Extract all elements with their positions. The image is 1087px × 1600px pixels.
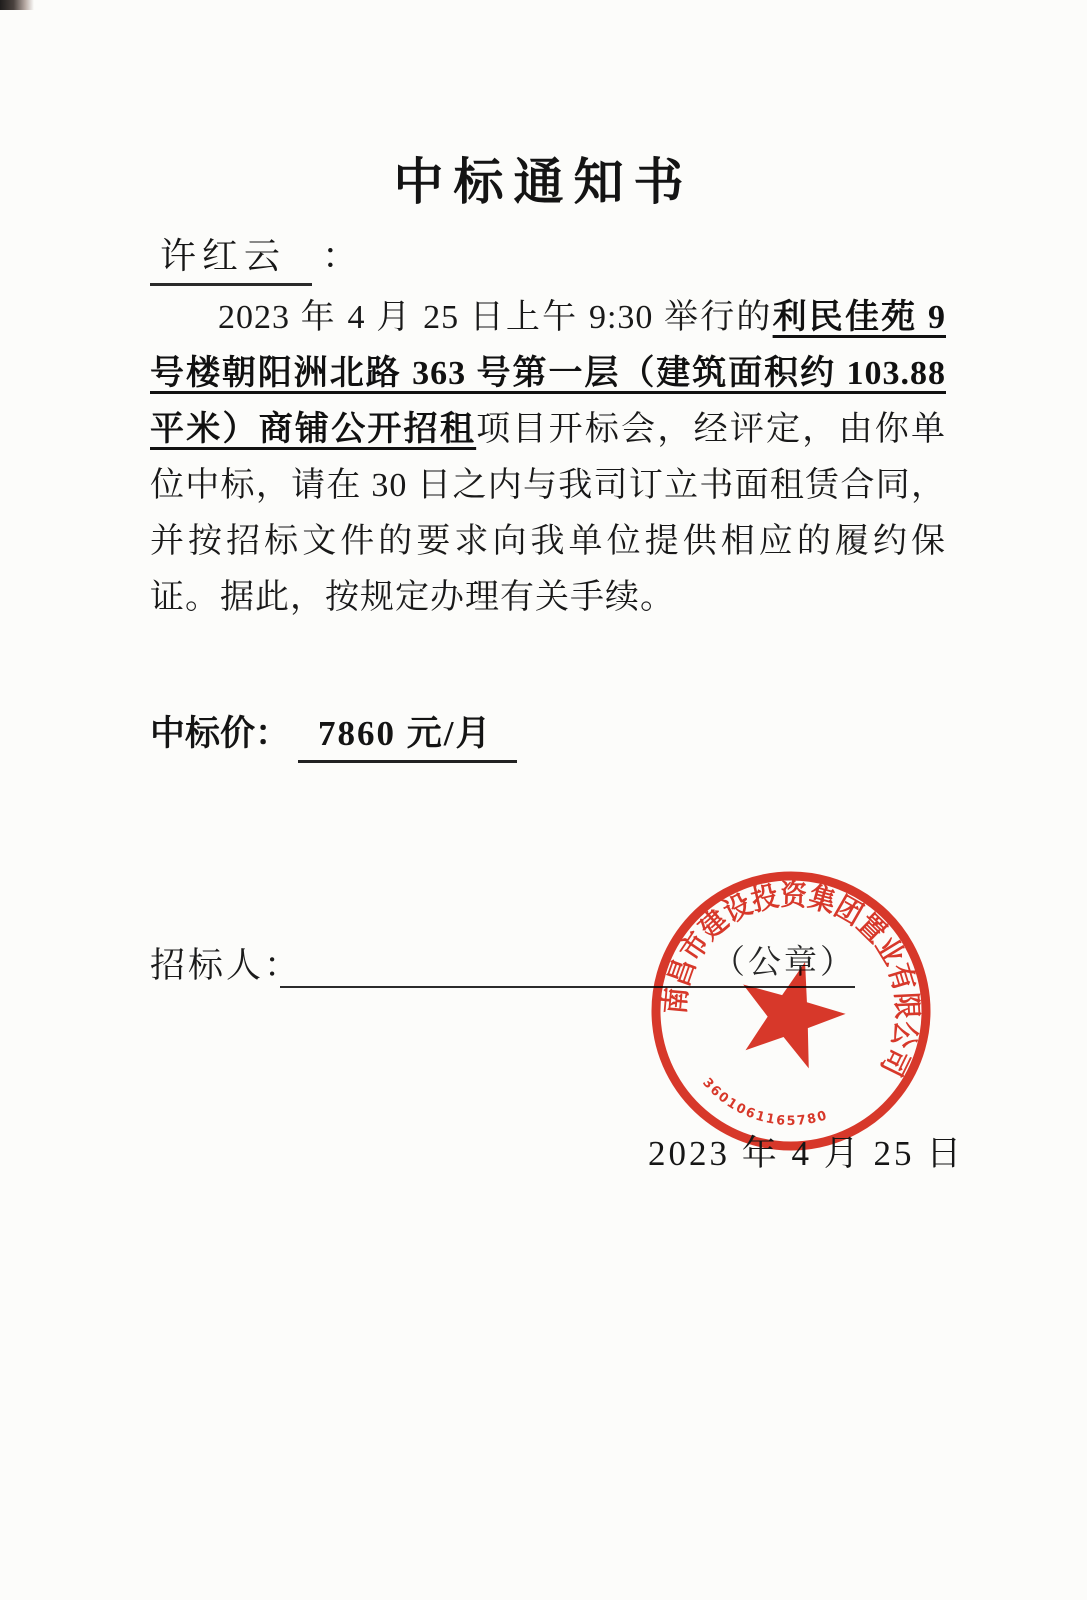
company-seal (641, 861, 941, 1161)
body-segment-intro: 2023 年 4 月 25 日上午 9:30 举行的 (218, 299, 773, 336)
seal-placeholder-text: （公章） (712, 945, 856, 981)
bidder-label: 招标人： (150, 946, 303, 985)
body-paragraph (150, 290, 946, 626)
document-date: 2023 年 4 月 25 日 (648, 1134, 965, 1173)
addressee-name: 许红云 (150, 228, 312, 286)
seal-serial-number: 3601061165780 (699, 1075, 831, 1130)
bid-price-line (150, 706, 517, 763)
bid-price-label: 中标价： (150, 714, 291, 753)
star-icon (726, 947, 856, 1074)
document-title: 中标通知书 (393, 154, 694, 210)
addressee-colon: ： (322, 236, 359, 276)
seal-company-name: 南昌市建设投资集团置业有限公司 (659, 879, 923, 1083)
bid-price-value: 7860 元/月 (298, 706, 516, 763)
addressee-line (150, 228, 358, 286)
body-segment-rest: 项目开标会，经评定，由你单位中标，请在 30 日之内与我司订立书面租赁合同，并按招标文件的要求向我单位提供相应的履约保证。据此，按规定办理有关手续。 (150, 411, 947, 616)
body-segment-property: 利民佳苑 9 号楼朝阳洲北路 363 号第一层（建筑面积约 103.88 平米）商铺公开招租 (150, 299, 946, 448)
scan-corner-mark (0, 0, 34, 10)
